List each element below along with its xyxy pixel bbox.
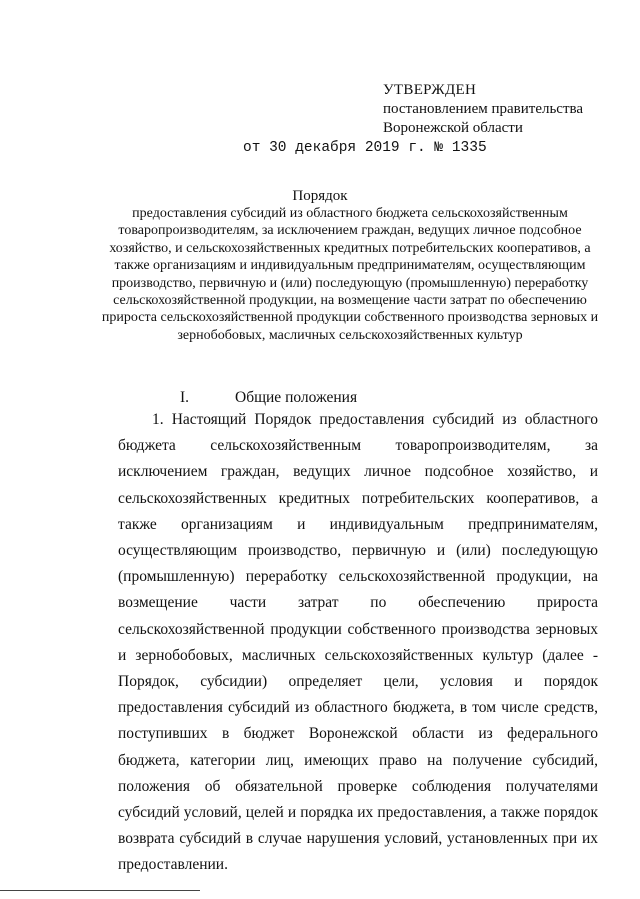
- paragraph-1: 1. Настоящий Порядок предоставления субсидий из областного бюджета сельскохозяйственным товаропроизводителям, за исключением граждан, ведущих личное подсобное хозяйство, и сельскохозяйственных кредитных потребительских кооперативов, а также организациям и индивидуальным предпринимателям, осуществляющим производство, первичную и (или) последующую (промышленную) переработку сельскохозяйственной продукции, на возмещение части затрат по обеспечению прироста сельскохозяйственной продукции собственного производства зерновых и зернобобовых, масличных сельскохозяйственных культур (далее - Порядок, субсидии) определяет цели, условия и порядок предоставления субсидий из областного бюджета, в том числе средств, поступивших в бюджет Воронежской области из федерального бюджета, категории лиц, имеющих право на получение субсидий, положения об обязательной проверке соблюдения получателями субсидий условий, целей и порядка их предоставления, а также порядок возврата субсидий в случае нарушения условий, установленных при их предоставлении.: [118, 411, 598, 874]
- approval-title: УТВЕРЖДЕН: [383, 82, 477, 98]
- approval-line-1: постановлением правительства: [383, 101, 584, 117]
- section-number: I.: [180, 389, 190, 406]
- decree-date: от 30 декабря 2019 г. № 1335: [243, 140, 487, 156]
- approval-line-2: Воронежской области: [383, 120, 523, 136]
- section-title: Общие положения: [235, 389, 358, 406]
- footnote-divider: [0, 890, 200, 891]
- document-title: Порядок: [292, 188, 348, 204]
- approval-block: [383, 80, 623, 138]
- document-subtitle: предоставления субсидий из областного бюджета сельскохозяйственным товаропроизводителям, за исключением граждан, ведущих личное подсобное хозяйство, и сельскохозяйственных кредитных потребительских кооперативов, а также организациям и индивидуальным предпринимателям, осуществляющим производство, первичную и (или) последующую (промышленную) переработку сельскохозяйственной продукции, на возмещение части затрат по обеспечению прироста сельскохозяйственной продукции собственного производства зерновых и зернобобовых, масличных сельскохозяйственных культур: [101, 206, 599, 343]
